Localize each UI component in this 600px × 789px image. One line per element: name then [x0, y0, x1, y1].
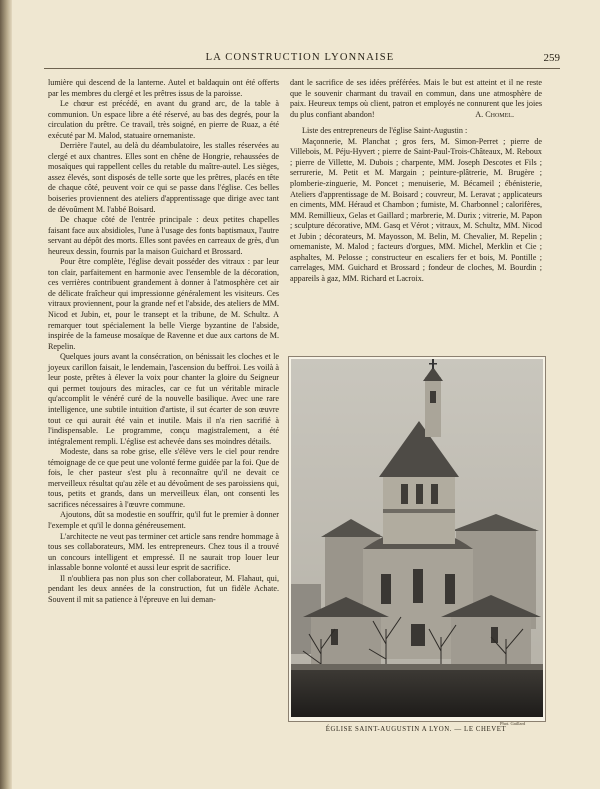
paragraph: Quelques jours avant la consécration, on bénissait les cloches et le joyeux carillon faisait, le lendemain, l'ascension du beffroi. Les voilà à leur poste, prêtes à élever la voix pour chanter la gloire du Seigneur qui permet toujours des miracles, car ce fut un véritable miracle qu'accomplit le vénéré curé de la nouvelle basilique. Avec une rare intelligence, une subtile intuition d'artiste, il sut écarter de son œuvre tout ce qui aurait été vain et inutile. Mais il n'a rien sacrifié à l'indispensable. Le programme, conçu magistralement, a été intégralement rempli. L'église est achevée dans ses moindres détails.	[48, 352, 279, 446]
photo-credit: Phot. Gaillard	[500, 721, 526, 726]
contractor-list: Maçonnerie, M. Planchat ; gros fers, M. Simon-Perret ; pierre de Villebois, M. Péju-Hyvert ; pierre de Saint-Paul-Trois-Châteaux, M. Reboux ; pierre de Villette, M. Dubois ; charpente, MM. Joseph Descotes et Fils ; serrurerie, M. Petit et M. Margain ; peinture-plâtrerie, M. Brugère ; plomberie-zinguerie, M. Poncet ; menuiserie, M. Bécameil ; ébénisterie, Ateliers d'apprentissage de M. Boisard ; couvreur, M. Leravat ; applicateurs en ciments, MM. Héraud et Chambon ; fumiste, M. Charbonnel ; calorifères, MM. Remillieux, Gelas et Gaillard ; marbrerie, M. Durix ; vitrerie, M. Papon ; sculpture décorative, MM. Gasq et Vérot ; vitraux, M. Schultz, MM. Nicod et Jubin ; décorateurs, M. Mayosson, M. Belin, M. Chevalier, M. Repelin ; ornemaniste, M. Malod ; facteurs d'orgues, MM. Michel, Merklin et Cie ; asphaltes, M. Pelosse ; constructeur en escaliers fer et bois, M. Pontille ; carrelages, MM. Guichard et Brossard ; fondeur de cloches, M. Bourdin ; appareils à gaz, MM. Richard et Lacroix.	[290, 136, 542, 283]
author-signature: A. Chomel.	[475, 109, 514, 119]
church-photograph	[288, 356, 546, 722]
paragraph: Modeste, dans sa robe grise, elle s'élève vers le ciel pour rendre témoignage de ce que peut une volonté ferme guidée par la foi. Que de fois, le cher pasteur s'est plu à reconnaître qu'il ne devait ce merveilleux résultat qu'au zèle et au dévoûment de ses paroissiens qui, tous, petits et grands, dans un merveilleux élan, ont consenti les sacrifices nécessaires à l'œuvre commune.	[48, 447, 279, 509]
paragraph: L'architecte ne veut pas terminer cet article sans rendre hommage à tous ses collaborateurs, MM. les entrepreneurs. Chez tous il a trouvé un concours intelligent et empressé. Il ne saurait trop louer leur inlassable bonne volonté et aussi leur esprit de sacrifice.	[48, 531, 279, 573]
paragraph: Derrière l'autel, au delà du déambulatoire, les stalles réservées au clergé et aux chantres. Elles sont en chêne de Hongrie, rehaussées de mosaïques qui rappellent celles du retable du maître-autel. Les sièges, assez élevés, sont disposés de telle sorte que les prêtres, placés en tête de chaque côté, peuvent voir ce qui se passe dans l'église. Ces belles boiseries proviennent des ateliers d'apprentissage que dirige avec tant de dévoûment M. l'abbé Boisard.	[48, 141, 279, 214]
figure-caption: ÉGLISE SAINT-AUGUSTIN A LYON. — LE CHEVET	[325, 726, 507, 733]
paragraph: De chaque côté de l'entrée principale : deux petites chapelles faisant face aux absidioles, l'une à l'usage des fonts baptismaux, l'autre servant au dépôt des morts. Elles sont pavées en carreaux de grès, d'un heureux dessin, fournis par la maison Guichard et Brossard.	[48, 215, 279, 256]
paragraph: Ajoutons, dût sa modestie en souffrir, qu'il fut le premier à donner l'exemple et qu'il le donna généreusement.	[48, 510, 279, 530]
paragraph: Il n'oubliera pas non plus son cher collaborateur, M. Flahaut, qui, pendant les deux années de la construction, fut un fidèle Achate. Souvent il mit sa patience à l'épreuve en lui deman-	[48, 573, 279, 604]
header-rule	[44, 68, 560, 69]
list-heading: Liste des entrepreneurs de l'église Saint-Augustin :	[302, 126, 468, 136]
paragraph: dant le sacrifice de ses idées préférées. Mais le but est atteint et il ne reste que le souvenir charmant du travail en commun, dans une atmosphère de paix. Heureux temps où client, patron et employés ne connurent que les joies du plus confiant abandon!	[290, 78, 542, 119]
paragraph: Le chœur est précédé, en avant du grand arc, de la table à communion. Un espace libre a été réservé, au bas des degrés, pour la circulation du prêtre. Ce travail, très soigné, en pierre de Ruaz, a été exécuté par M. Malod, statuaire ornemaniste.	[48, 99, 279, 140]
page-number: 259	[543, 52, 560, 64]
left-column	[48, 78, 279, 605]
journal-title: LA CONSTRUCTION LYONNAISE	[205, 52, 395, 63]
paragraph: lumière qui descend de la lanterne. Autel et baldaquin ont été offerts par les membres du clergé et les prêtres issus de la paroisse.	[48, 78, 279, 98]
book-spine	[0, 0, 12, 789]
right-column	[290, 78, 542, 284]
paragraph: Pour être complète, l'église devait posséder des vitraux : par leur ton clair, parfaitement en harmonie avec l'ensemble de la décoration, ces verrières contribuent grandement à donner à l'atmosphère cet air de délicate fraîcheur qui impressionne généralement les visiteurs. Ces vitraux proviennent, pour la grande nef et l'abside, des ateliers de MM. Nicod et Jubin, et, pour le transept et la tribune, de M. Schultz. A remarquer tout spécialement la belle Vierge byzantine de l'abside, inspirée de la fameuse mosaïque de Ravenne et due aux cartons de M. Repelin.	[48, 257, 279, 351]
running-header	[40, 52, 560, 66]
church-chevet-image	[291, 359, 543, 717]
